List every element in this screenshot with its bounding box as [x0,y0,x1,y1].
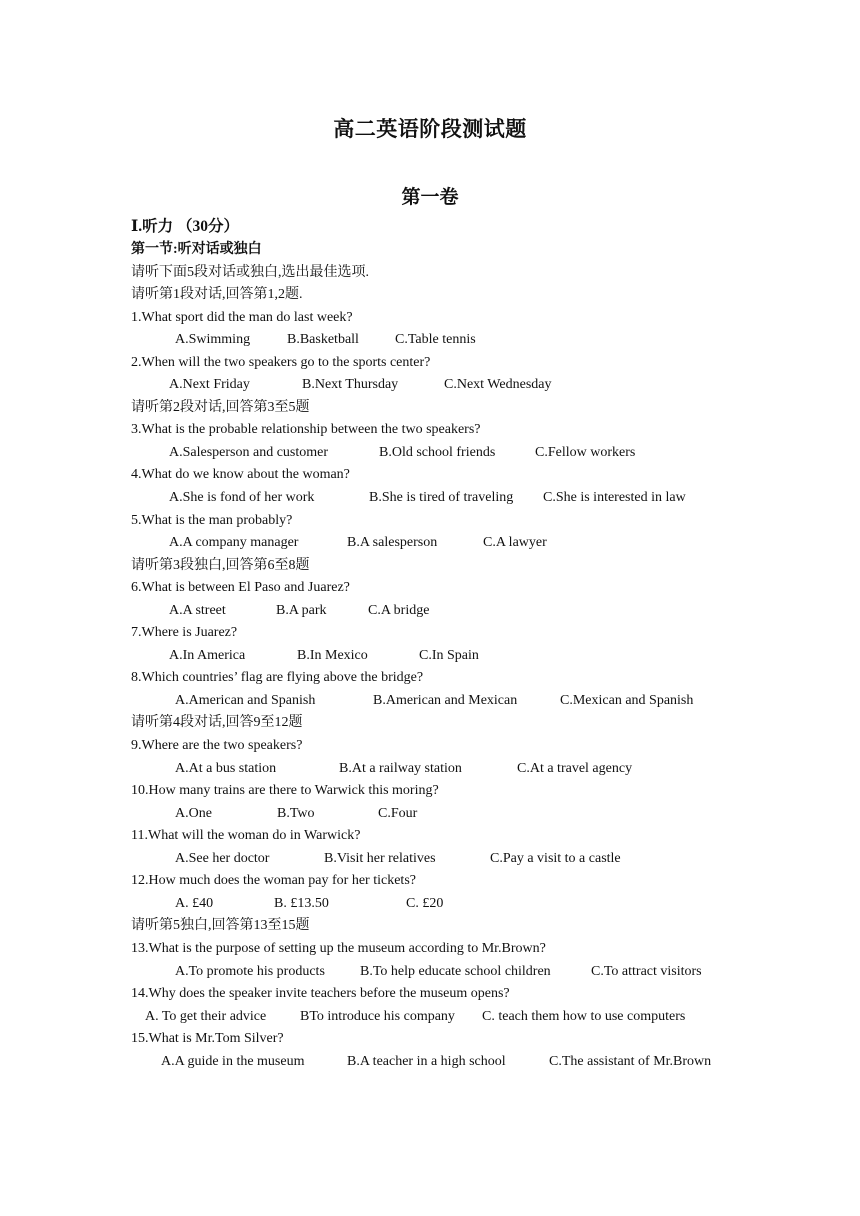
question-text: 10.How many trains are there to Warwick this moring? [131,783,439,799]
option-row [131,374,771,397]
question-list [131,215,771,1073]
answer-option: C.Pay a visit to a castle [490,850,621,866]
answer-option: B. £13.50 [274,895,329,911]
answer-option: A.Swimming [175,332,251,348]
question-text: 1.What sport did the man do last week? [131,309,353,325]
answer-option: C.Fellow workers [535,444,636,460]
listening-note: 请听第1段对话,回答第1,2题. [131,287,303,303]
answer-option: A.A guide in the museum [161,1053,305,1069]
answer-option: C.Four [378,805,418,821]
listening-note: 请听第5独白,回答第13至15题 [131,918,310,934]
answer-option: A.At a bus station [175,760,277,776]
answer-option: B.American and Mexican [373,692,518,708]
answer-option: C.In Spain [419,647,479,663]
question-text: 8.Which countries’ flag are flying above the bridge? [131,670,424,686]
answer-option: B.At a railway station [339,760,462,776]
answer-option: B.A salesperson [347,535,438,551]
answer-option: A.One [175,805,212,821]
option-row [131,645,771,668]
part-heading: 第一节:听对话或独白 [131,242,262,257]
answer-option: B.A park [276,602,327,618]
answer-option: B.Two [277,805,315,821]
answer-option: C.Mexican and Spanish [560,692,694,708]
option-row [131,803,771,826]
option-row [131,848,771,871]
answer-option: A.Salesperson and customer [169,444,329,460]
option-row [131,442,771,465]
answer-option: B.Old school friends [379,444,496,460]
answer-option: B.Next Thursday [302,377,399,393]
answer-option: B.She is tired of traveling [369,490,514,506]
answer-option: BTo introduce his company [300,1008,455,1024]
answer-option: C.She is interested in law [543,490,686,506]
answer-option: C.The assistant of Mr.Brown [549,1053,712,1069]
answer-option: B.In Mexico [297,647,368,663]
option-row [131,1051,771,1074]
question-text: 12.How much does the woman pay for her tickets? [131,873,416,889]
question-text: 5.What is the man probably? [131,512,293,528]
answer-option: A. £40 [175,895,214,911]
answer-option: C. teach them how to use computers [482,1008,686,1024]
answer-option: C.A lawyer [483,535,547,551]
option-row [131,961,771,984]
question-text: 15.What is Mr.Tom Silver? [131,1031,284,1047]
answer-option: C.Table tennis [395,332,476,348]
answer-option: B.Visit her relatives [324,850,436,866]
answer-option: A. To get their advice [145,1008,267,1024]
answer-option: C. £20 [406,895,444,911]
option-row [131,487,771,510]
listening-note: 请听第2段对话,回答第3至5题 [131,399,310,415]
option-row [131,600,771,623]
question-text: 9.Where are the two speakers? [131,738,303,754]
answer-option: A.To promote his products [175,963,325,979]
question-text: 2.When will the two speakers go to the sports center? [131,354,431,370]
question-text: 13.What is the purpose of setting up the museum according to Mr.Brown? [131,940,546,956]
exam-title: 高二英语阶段测试题 [333,117,527,141]
listening-note: 请听第3段独白,回答第6至8题 [131,557,310,573]
answer-option: C.Next Wednesday [444,377,552,393]
answer-option: B.Basketball [287,332,359,348]
option-row [131,690,771,713]
question-text: 3.What is the probable relationship between the two speakers? [131,422,481,438]
answer-option: C.At a travel agency [517,760,633,776]
answer-option: C.A bridge [368,602,430,618]
question-text: 4.What do we know about the woman? [131,467,350,483]
answer-option: B.A teacher in a high school [347,1053,506,1069]
option-row [131,758,771,781]
option-row [131,893,771,916]
volume-heading: 第一卷 [401,187,459,208]
answer-option: A.She is fond of her work [169,490,315,506]
option-row [131,532,771,555]
answer-option: A.See her doctor [175,850,270,866]
question-text: 6.What is between El Paso and Juarez? [131,580,350,596]
question-text: 14.Why does the speaker invite teachers before the museum opens? [131,986,510,1002]
question-text: 7.Where is Juarez? [131,625,238,641]
answer-option: B.To help educate school children [360,963,551,979]
answer-option: A.A company manager [169,535,299,551]
option-row [131,1006,771,1029]
answer-option: A.Next Friday [169,377,250,393]
answer-option: C.To attract visitors [591,963,702,979]
section-heading: Ⅰ.听力 （30分） [131,218,240,235]
answer-option: A.American and Spanish [175,692,316,708]
option-row [131,329,771,352]
listening-note: 请听第4段对话,回答9至12题 [131,715,303,731]
question-text: 11.What will the woman do in Warwick? [131,828,361,844]
answer-option: A.A street [169,602,226,618]
answer-option: A.In America [169,647,246,663]
instruction: 请听下面5段对话或独白,选出最佳选项. [131,264,369,280]
